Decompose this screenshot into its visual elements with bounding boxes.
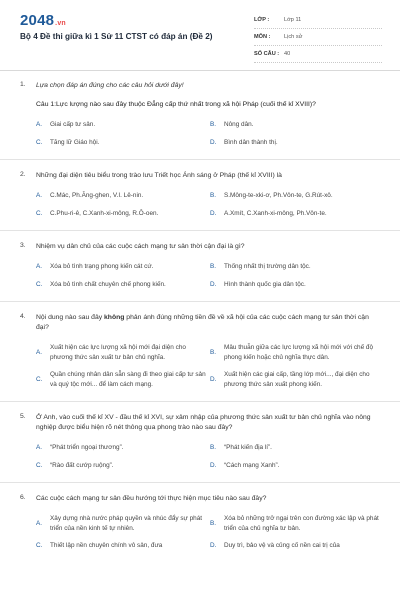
answer-option-c[interactable]: [36, 134, 208, 152]
answer-option-a[interactable]: [36, 258, 208, 276]
option-text: S.Mông-te-xki-ơ, Ph.Vôn-te, G.Rút-xô.: [224, 192, 333, 199]
answer-option-d[interactable]: [210, 457, 382, 475]
option-text: “Cách mạng Xanh”.: [224, 461, 280, 469]
option-text: Xuất hiện các lực lượng xã hội mới đại diện cho phương thức sản xuất tư bản chủ nghĩa.: [50, 344, 186, 361]
question-number: 1.: [20, 81, 26, 88]
option-letter: A.: [36, 192, 43, 199]
answer-option-c[interactable]: [36, 276, 208, 294]
option-text: “Phát triển ngoại thương”.: [50, 444, 124, 451]
meta-key: LỚP :: [254, 17, 270, 23]
prompt-text: Nội dung nào sau đây: [36, 314, 105, 321]
answer-option-a[interactable]: [36, 187, 208, 205]
question-number: 4.: [20, 313, 26, 320]
option-text: Xuất hiện các giai cấp, tầng lớp mới..., đại diện cho phương thức sản xuất phong kiến.: [224, 371, 370, 388]
question-prompt: Những đại diện tiêu biểu trong trào lưu Triết học Ánh sáng ở Pháp (thế kỉ XVIII) là: [36, 172, 282, 179]
option-letter: D.: [210, 209, 217, 217]
option-text: Xây dựng nhà nước pháp quyền và nhúc đẩy sự phát triển của nền kinh tế tự nhiên.: [50, 515, 203, 532]
answer-option-a[interactable]: [36, 339, 208, 366]
option-letter: B.: [210, 444, 217, 451]
option-text: Duy trì, bảo vệ và củng cố nền cai trị của: [224, 542, 340, 549]
option-letter: C.: [36, 375, 43, 383]
question-prompt: Các cuộc cách mạng tư sản đều hướng tới thực hiện mục tiêu nào sau đây?: [36, 495, 267, 502]
answer-option-b[interactable]: [210, 339, 382, 366]
option-letter: C.: [36, 461, 43, 469]
option-letter: C.: [36, 209, 43, 217]
option-text: “Phát kiến địa lí”.: [224, 444, 272, 451]
option-text: Thiết lập nền chuyên chính vô sản, đưa: [50, 542, 163, 549]
option-text: Quần chúng nhân dân sẵn sàng đi theo giai cấp tư sản và quý tộc mới... để làm cách mạng.: [50, 371, 206, 388]
logo-main: 2048: [20, 12, 55, 29]
answer-option-c[interactable]: [36, 366, 208, 393]
logo-suffix: .vn: [55, 20, 66, 27]
option-text: A.Xmít, C.Xanh-xi-mông, Ph.Vôn-te.: [224, 209, 327, 217]
option-letter: A.: [36, 444, 43, 451]
option-text: Xóa bỏ tình trạng phong kiến cát cứ.: [50, 263, 154, 270]
question-4: [0, 302, 400, 402]
option-letter: C.: [36, 138, 43, 146]
option-letter: A.: [36, 263, 43, 270]
answer-option-d[interactable]: [210, 537, 382, 555]
question-number: 3.: [20, 242, 26, 249]
question-1: [0, 70, 400, 160]
option-letter: B.: [210, 192, 217, 199]
option-text: “Rào đất cướp ruộng”.: [50, 461, 114, 469]
option-letter: D.: [210, 138, 217, 146]
question-number: 6.: [20, 494, 26, 501]
site-logo[interactable]: [20, 12, 66, 29]
prompt-emphasis: không: [104, 314, 125, 321]
question-6: [0, 483, 400, 563]
option-letter: D.: [210, 461, 217, 469]
answer-option-a[interactable]: [36, 116, 208, 134]
option-letter: C.: [36, 542, 43, 549]
question-prompt: Câu 1:Lực lượng nào sau đây thuộc Đẳng cấp thứ nhất trong xã hội Pháp (cuối thế kỉ XVIII)?: [36, 101, 316, 108]
answer-option-d[interactable]: [210, 134, 382, 152]
answer-options: [36, 510, 382, 563]
option-letter: A.: [36, 121, 43, 128]
option-letter: A.: [36, 348, 43, 356]
meta-key: SỐ CÂU :: [254, 51, 280, 57]
option-text: Xóa bỏ những trở ngại trên con đường xác lập và phát triển của chủ nghĩa tư bản.: [224, 515, 379, 532]
meta-value: 40: [284, 51, 291, 57]
meta-key: MÔN :: [254, 34, 271, 40]
prompt-text: phản ánh đúng những tiền đề về xã hội của các cuộc cách mạng tư sản thời cận đại?: [36, 314, 369, 331]
option-text: C.Mác, Ph.Ăng-ghen, V.I. Lê-nin.: [50, 192, 144, 199]
meta-row-class: [254, 12, 382, 29]
meta-value: Lớp 11: [284, 17, 302, 23]
answer-option-b[interactable]: [210, 187, 382, 205]
question-number: 5.: [20, 413, 26, 420]
answer-option-c[interactable]: [36, 457, 208, 475]
option-letter: B.: [210, 121, 217, 128]
option-text: Thống nhất thị trường dân tộc.: [224, 263, 311, 270]
option-letter: D.: [210, 375, 217, 383]
option-text: Xóa bỏ tình chất chuyên chế phong kiến.: [50, 280, 166, 288]
answer-options: [36, 187, 382, 230]
question-prompt: [36, 302, 382, 333]
option-text: Nông dân.: [224, 121, 254, 128]
answer-option-a[interactable]: [36, 510, 208, 537]
answer-option-c[interactable]: [36, 205, 208, 223]
document-meta: [254, 12, 382, 63]
question-2: [0, 160, 400, 231]
option-text: C.Phu-ri-ê, C.Xanh-xi-mông, R.Ô-oen.: [50, 209, 159, 217]
question-3: [0, 231, 400, 302]
answer-option-b[interactable]: [210, 258, 382, 276]
answer-option-b[interactable]: [210, 116, 382, 134]
document-title: Bộ 4 Đề thi giữa kì 1 Sử 11 CTST có đáp án (Đề 2): [20, 32, 213, 41]
question-prompt: Nhiệm vụ dân chủ của các cuộc cách mạng tư sản thời cận đại là gì?: [36, 243, 245, 250]
answer-option-a[interactable]: [36, 439, 208, 457]
option-letter: D.: [210, 280, 217, 288]
option-text: Tăng lữ Giáo hội.: [50, 138, 100, 146]
answer-options: [36, 258, 382, 301]
question-prompt: Ở Anh, vào cuối thế kỉ XV - đầu thế kỉ XVI, sự xâm nhập của phương thức sản xuất tư bản chủ nghĩa vào nông nghiệp được biểu hiện rõ nét thông qua phong trào nào sau đây?: [36, 414, 371, 431]
option-text: Hình thành quốc gia dân tộc.: [224, 280, 306, 288]
question-5: [0, 402, 400, 483]
meta-row-subject: [254, 29, 382, 46]
option-letter: D.: [210, 542, 217, 549]
option-text: Bình dân thành thị.: [224, 138, 278, 146]
answer-option-d[interactable]: [210, 366, 382, 393]
answer-option-b[interactable]: [210, 439, 382, 457]
answer-option-d[interactable]: [210, 276, 382, 294]
option-letter: B.: [210, 519, 217, 527]
option-text: Giai cấp tư sản.: [50, 121, 96, 128]
answer-options: [36, 439, 382, 482]
meta-row-count: [254, 46, 382, 63]
option-letter: B.: [210, 348, 217, 356]
option-text: Mâu thuẫn giữa các lực lượng xã hội mới với chế độ phong kiến hoặc chủ nghĩa thực dân.: [224, 344, 374, 361]
answer-option-b[interactable]: [210, 510, 382, 537]
answer-option-c[interactable]: [36, 537, 208, 555]
option-letter: C.: [36, 280, 43, 288]
document-header: [0, 0, 400, 71]
question-number: 2.: [20, 171, 26, 178]
option-letter: A.: [36, 519, 43, 527]
answer-option-d[interactable]: [210, 205, 382, 223]
answer-options: [36, 339, 382, 401]
question-list: [0, 70, 400, 563]
answer-options: [36, 116, 382, 159]
option-letter: B.: [210, 263, 217, 270]
question-instruction: Lựa chọn đáp án đúng cho các câu hỏi dưới đây!: [36, 82, 184, 89]
meta-value: Lịch sử: [284, 34, 303, 40]
